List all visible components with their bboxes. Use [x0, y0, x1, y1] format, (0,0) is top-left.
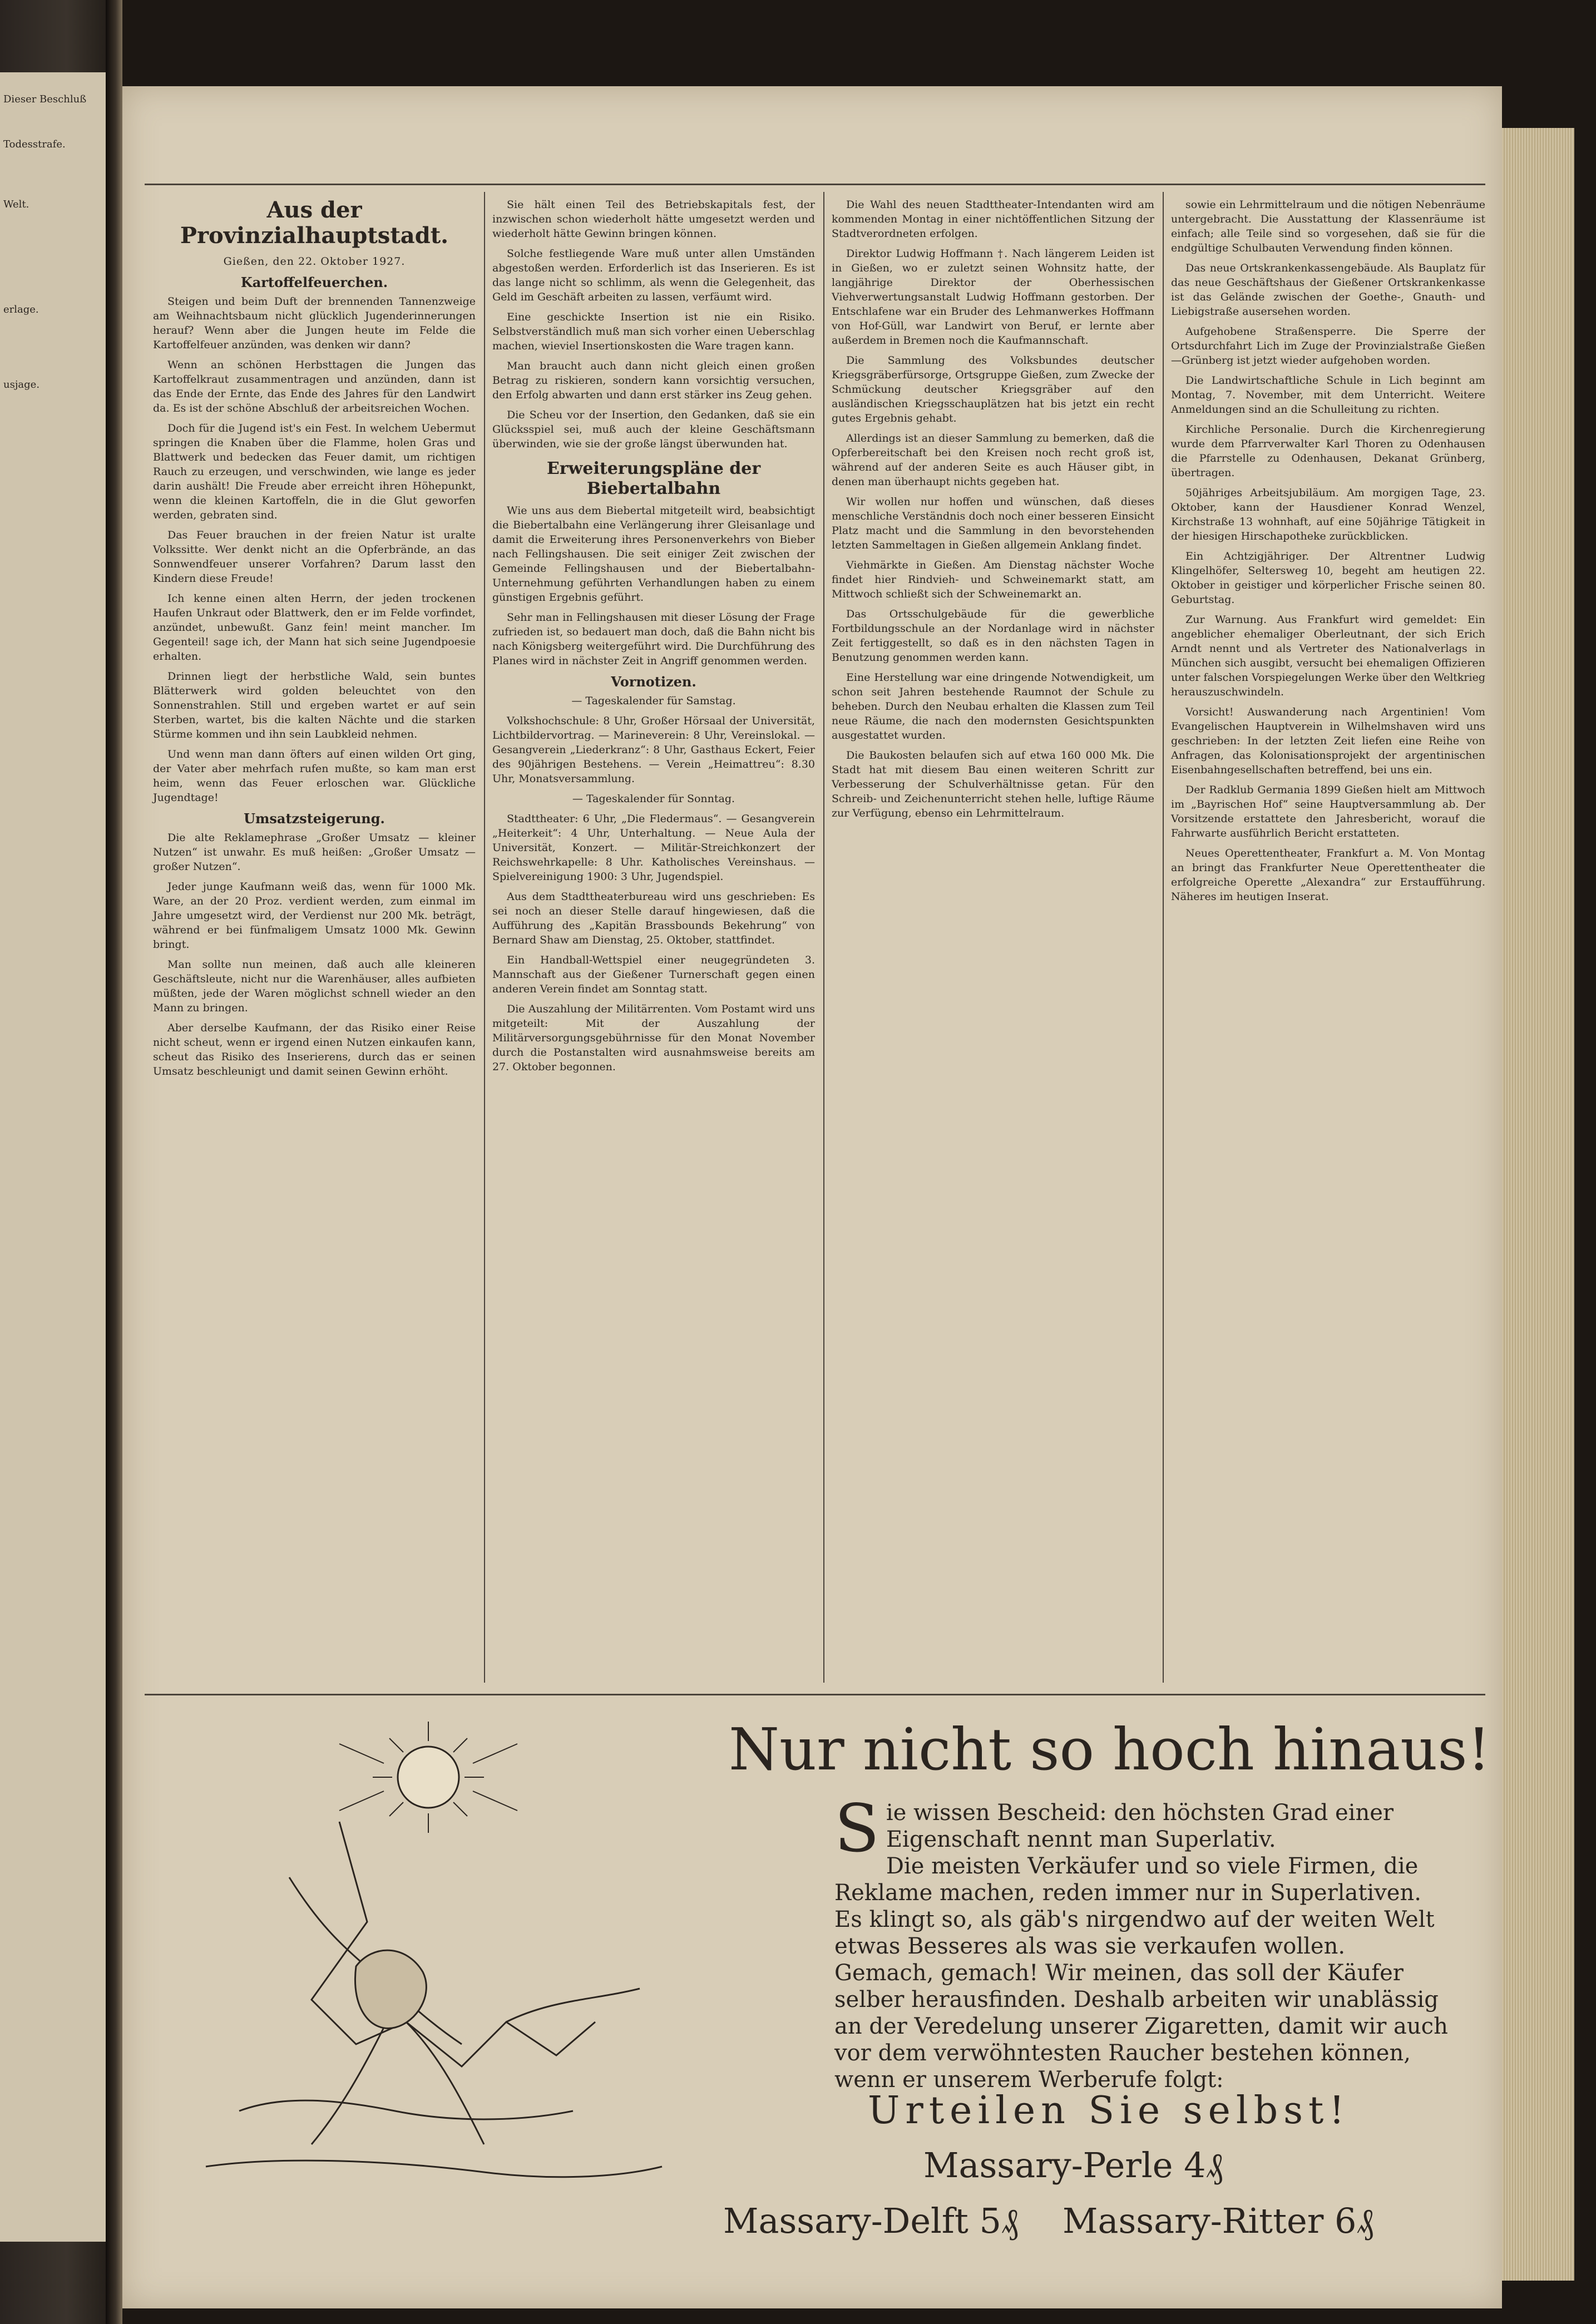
column-divider: [823, 192, 824, 1683]
article-paragraph: Allerdings ist an dieser Sammlung zu bemerken, daß die Opferbereitschaft bei den Kreisen noch recht groß ist, während auf der anderen Seite es auch Häuser gibt, in denen man überhaupt nichts gegeben hat.: [832, 432, 1154, 488]
left-page-fragment: [0, 72, 106, 2242]
ad-line: Eigenschaft nennt man Superlativ.: [886, 1827, 1276, 1852]
ad-line: Es klingt so, als gäb's nirgendwo auf der weiten Welt: [834, 1907, 1435, 1932]
ad-product-delft: Massary-Delft 5₰: [723, 2201, 1019, 2241]
article-paragraph: Stadttheater: 6 Uhr, „Die Fledermaus“. — Gesangverein „Heiterkeit“: 4 Uhr, Unterhaltung. — Neue Aula der Universität, Konzert. — Militär-Streichkonzert der Reichswehrkapelle: 8 Uhr. Katholisches Vereinshaus. — Spielvereinigung 1900: 3 Uhr, Jugendspiel.: [492, 813, 815, 883]
article-paragraph: Die Baukosten belaufen sich auf etwa 160 000 Mk. Die Stadt hat mit diesem Bau einen weiteren Schritt zur Verbesserung der Schulverhältnisse getan. Für den Schreib- und Zeichenunterricht stehen helle, luftige Räume zur Verfügung, ebenso ein Lehrmittelraum.: [832, 749, 1154, 819]
article-paragraph: Steigen und beim Duft der brennenden Tannenzweige am Weihnachtsbaum nicht glücklich Jugenderinnerungen herauf? Wenn aber die Jungen heute im Felde die Kartoffelfeuer anzünden, was denken wir dann?: [153, 295, 476, 351]
column-1: [153, 197, 476, 1084]
article-paragraph: Das Feuer brauchen in der freien Natur ist uralte Volkssitte. Wer denkt nicht an die Opferbrände, an das Sonnwendfeuer unserer Vorfahren? Darum lasst den Kindern diese Freude!: [153, 529, 476, 585]
column-2: [492, 197, 815, 1080]
column-divider: [1163, 192, 1164, 1683]
ad-line: etwas Besseres als was sie verkaufen wollen.: [834, 1934, 1346, 1959]
article-paragraph: Man braucht auch dann nicht gleich einen großen Betrag zu riskieren, sondern kann vorsichtig versuchen, den Erfolg abwarten und dann erst stärker ins Zeug gehen.: [492, 360, 815, 401]
article-paragraph: Volkshochschule: 8 Uhr, Großer Hörsaal der Universität, Lichtbildervortrag. — Marineverein: 8 Uhr, Vereinslokal. — Gesangverein „Liederkranz“: 8 Uhr, Gasthaus Eckert, Feier des 90jährigen Bestehens. — Verein „Heimattreu“: 8.30 Uhr, Monatsversammlung.: [492, 715, 815, 785]
ad-dropcap: S: [834, 1790, 879, 1867]
ad-call-to-action: Urteilen Sie selbst!: [868, 2089, 1350, 2133]
column-divider: [484, 192, 485, 1683]
article-paragraph: Das Ortsschulgebäude für die gewerbliche Fortbildungsschule an der Nordanlage wird in nächster Zeit fertiggestellt, so daß es in den nächsten Tagen in Benutzung genommen werden kann.: [832, 608, 1154, 664]
article-paragraph: Vorsicht! Auswanderung nach Argentinien! Vom Evangelischen Hauptverein in Wilhelmshaven wird uns geschrieben: In der letzten Zeit liefen eine Reihe von Anfragen, das Kolonisationsprojekt der argentinischen Eisenbahngesellschaften betreffend, bei uns ein.: [1171, 706, 1485, 776]
article-paragraph: Doch für die Jugend ist's ein Fest. In welchem Uebermut springen die Knaben über die Flamme, holen Gras und Blattwerk und bedecken das Feuer damit, um richtigen Rauch zu erzeugen, und verschwinden, wie lange es jeder darin aushält! Die Freude aber erreicht ihren Höhepunkt, wenn die kleinen Kartoffeln, die in die Glut geworfen werden, gebraten sind.: [153, 422, 476, 521]
article-paragraph: Drinnen liegt der herbstliche Wald, sein buntes Blätterwerk wird golden beleuchtet von den Sonnenstrahlen. Still und ergeben wartet er auf sein Sterben, wartet, bis die kalten Nächte und die starken Stürme kommen und ihn sein Laubkleid nehmen.: [153, 670, 476, 740]
article-paragraph: Sehr man in Fellingshausen mit dieser Lösung der Frage zufrieden ist, so bedauert man doch, daß die Bahn nicht bis nach Königsberg weitergeführt wird. Die Durchführung des Planes wird in nächster Zeit in Angriff genommen werden.: [492, 611, 815, 667]
sun-icarus-illustration: [172, 1710, 684, 2211]
article-paragraph: Der Radklub Germania 1899 Gießen hielt am Mittwoch im „Bayrischen Hof“ seine Hauptversammlung ab. Der Vorsitzende erstattete den Jahresbericht, worauf die Fahrwarte ausführlich Bericht erstatteten.: [1171, 784, 1485, 839]
page-edges: [1502, 128, 1574, 2281]
ad-line: ie wissen Bescheid: den höchsten Grad einer: [886, 1800, 1394, 1826]
article-paragraph: 50jähriges Arbeitsjubiläum. Am morgigen Tage, 23. Oktober, kann der Hausdiener Konrad Wenzel, Kirchstraße 13 wohnhaft, auf eine 50jährige Tätigkeit in der hiesigen Hirschapotheke zurückblicken.: [1171, 487, 1485, 542]
article-paragraph: Kirchliche Personalie. Durch die Kirchenregierung wurde dem Pfarrverwalter Karl Thoren zu Odenhausen die Pfarrstelle zu Odenhausen, Dekanat Grünberg, übertragen.: [1171, 423, 1485, 479]
ad-product-ritter: Massary-Ritter 6₰: [1063, 2201, 1374, 2241]
column-4: [1171, 197, 1485, 909]
heading-umsatzsteigerung: Umsatzsteigerung.: [244, 810, 385, 827]
newspaper-page: [122, 86, 1502, 2308]
top-rule: [145, 184, 1485, 185]
ad-line: Reklame machen, reden immer nur in Superlativen.: [834, 1880, 1421, 1906]
article-paragraph: Und wenn man dann öfters auf einen wilden Ort ging, der Vater aber mehrfach rufen mußte, so kam man erst heim, wenn das Feuer erloschen war. Glückliche Jugendtage!: [153, 748, 476, 804]
article-paragraph: Neues Operettentheater, Frankfurt a. M. Von Montag an bringt das Frankfurter Neue Operettentheater die erfolgreiche Operette „Alexandra“ zur Erstaufführung. Näheres im heutigen Inserat.: [1171, 847, 1485, 903]
article-paragraph: Wir wollen nur hoffen und wünschen, daß dieses menschliche Verständnis doch noch einer besseren Einsicht Platz macht und die Sammlung in den bevorstehenden letzten Sammeltagen in Gießen allgemein Anklang findet.: [832, 496, 1154, 551]
article-paragraph: Die alte Reklamephrase „Großer Umsatz — kleiner Nutzen“ ist unwahr. Es muß heißen: „Großer Umsatz — großer Nutzen“.: [153, 832, 476, 873]
heading-biebertalbahn: Erweiterungspläne der Biebertalbahn: [546, 459, 761, 498]
article-paragraph: sowie ein Lehrmittelraum und die nötigen Nebenräume untergebracht. Die Ausstattung der Klassenräume ist einfach; alle Teile sind so vorgesehen, daß sie für die endgültige Schulbauten Verwendung finden können.: [1171, 199, 1485, 254]
column-3: [832, 197, 1154, 826]
ad-product-perle: Massary-Perle 4₰: [923, 2145, 1223, 2185]
article-paragraph: Wenn an schönen Herbsttagen die Jungen das Kartoffelkraut zusammentragen und anzünden, dann ist das Ende der Ernte, das Ende des Jahres für den Landwirt da. Es ist der schöne Abschluß der arbeitsreichen Wochen.: [153, 359, 476, 414]
ad-line: Die meisten Verkäufer und so viele Firmen, die: [886, 1853, 1419, 1879]
heading-vornotizen: Vornotizen.: [611, 674, 696, 690]
article-paragraph: Eine geschickte Insertion ist nie ein Risiko. Selbstverständlich muß man sich vorher einen Ueberschlag machen, wieviel Insertionskosten die Ware tragen kann.: [492, 311, 815, 352]
article-paragraph: Solche festliegende Ware muß unter allen Umständen abgestoßen werden. Erforderlich ist das Inserieren. Es ist das lange nicht so schlimm, als wenn die Gelegenheit, das Geld im Geschäft arbeiten zu lassen, verfäumt wird.: [492, 248, 815, 303]
article-paragraph: Aus dem Stadttheaterbureau wird uns geschrieben: Es sei noch an dieser Stelle darauf hingewiesen, daß die Aufführung des „Kapitän Brassbounds Bekehrung“ von Bernard Shaw am Dienstag, 25. Oktober, stattfindet.: [492, 891, 815, 946]
article-paragraph: Viehmärkte in Gießen. Am Dienstag nächster Woche findet hier Rindvieh- und Schweinemarkt statt, am Mittwoch schließt sich der Schweinemarkt an.: [832, 559, 1154, 600]
article-paragraph: Die Landwirtschaftliche Schule in Lich beginnt am Montag, 7. November, mit dem Unterricht. Weitere Anmeldungen sind an die Schulleitung zu richten.: [1171, 374, 1485, 416]
ad-body-text: [834, 1790, 1491, 2093]
ad-line: selber herausfinden. Deshalb arbeiten wir unablässig: [834, 1987, 1439, 2013]
dateline: Gießen, den 22. Oktober 1927.: [223, 255, 406, 268]
article-paragraph: Die Wahl des neuen Stadttheater-Intendanten wird am kommenden Montag in einer nichtöffentlichen Sitzung der Stadtverordneten erfolgen.: [832, 199, 1154, 240]
subheading-tageskalender-samstag: — Tageskalender für Samstag.: [571, 695, 736, 707]
article-paragraph: Aber derselbe Kaufmann, der das Risiko einer Reise nicht scheut, wenn er irgend einen Nutzen einkaufen kann, scheut das Risiko des Inserierens, durch das er seinen Umsatz beschleunigt und damit seinen Gewinn erhöht.: [153, 1022, 476, 1077]
section-title: Aus der Provinzialhauptstadt.: [180, 197, 449, 249]
article-paragraph: Man sollte nun meinen, daß auch alle kleineren Geschäftsleute, nicht nur die Warenhäuser, alles aufbieten müßten, jede der Waren möglichst schnell wieder an den Mann zu bringen.: [153, 958, 476, 1014]
article-paragraph: Ich kenne einen alten Herrn, der jeden trockenen Haufen Unkraut oder Blattwerk, den er im Felde vorfindet, anzündet, unbewußt. Ganz fein! meint mancher. Im Gegenteil! sage ich, der Mann hat sich seine Jugendpoesie erhalten.: [153, 592, 476, 662]
article-paragraph: Aufgehobene Straßensperre. Die Sperre der Ortsdurchfahrt Lich im Zuge der Provinzialstraße Gießen—Grünberg ist jetzt wieder aufgehoben worden.: [1171, 325, 1485, 367]
heading-kartoffelfeuerchen: Kartoffelfeuerchen.: [240, 274, 388, 290]
article-paragraph: Jeder junge Kaufmann weiß das, wenn für 1000 Mk. Ware, an der 20 Proz. verdient werden, zum einmal im Jahre umgesetzt wird, der Verdienst nur 200 Mk. beträgt, während er bei fünfmaligem Umsatz 1000 Mk. Gewinn bringt.: [153, 881, 476, 951]
article-paragraph: Das neue Ortskrankenkassengebäude. Als Bauplatz für das neue Geschäftshaus der Gießener Ortskrankenkasse ist das Gelände zwischen der Goethe-, Gnauth- und Liebigstraße ausersehen worden.: [1171, 262, 1485, 318]
subheading-tageskalender-sonntag: — Tageskalender für Sonntag.: [572, 793, 735, 805]
page-gutter: [106, 0, 122, 2324]
article-paragraph: Direktor Ludwig Hoffmann †. Nach längerem Leiden ist in Gießen, wo er zuletzt seinen Wohnsitz hatte, der langjährige Direktor der Oberhessischen Viehverwertungsanstalt Ludwig Hoffmann gestorben. Der Entschlafene war ein Bruder des Lehmanwerkes Hoffmann von Hof-Güll, war Landwirt von Beruf, er lernte aber außerdem in Bremen noch die Kaufmannschaft.: [832, 248, 1154, 347]
ad-line: vor dem verwöhntesten Raucher bestehen können,: [834, 2040, 1411, 2066]
ad-line: Gemach, gemach! Wir meinen, das soll der Käufer: [834, 1960, 1404, 1986]
article-paragraph: Die Auszahlung der Militärrenten. Vom Postamt wird uns mitgeteilt: Mit der Auszahlung der Militärversorgungsgebührnisse für den Monat November durch die Postanstalten wird ausnahmsweise bereits am 27. Oktober begonnen.: [492, 1003, 815, 1073]
article-paragraph: Die Scheu vor der Insertion, den Gedanken, daß sie ein Glücksspiel sei, muß auch der kleine Geschäftsmann überwinden, wie sie der große längst überwunden hat.: [492, 409, 815, 450]
article-paragraph: Sie hält einen Teil des Betriebskapitals fest, der inzwischen schon wiederholt hätte umgesetzt werden und wiederholt hätte Gewinn bringen können.: [492, 199, 815, 240]
ad-line: wenn er unserem Werberufe folgt:: [834, 2067, 1224, 2093]
left-page-text: Dieser Beschluß Todesstrafe. Welt. erlage. usjage.: [3, 93, 87, 390]
ad-headline: Nur nicht so hoch hinaus!: [729, 1715, 1491, 1783]
article-paragraph: Wie uns aus dem Biebertal mitgeteilt wird, beabsichtigt die Biebertalbahn eine Verlängerung ihrer Gleisanlage und damit die Erweiterung ihres Personenverkehrs von Bieber nach Fellingshausen. Die seit einiger Zeit zwischen der Gemeinde Fellingshausen und der Biebertalbahn-Unternehmung geführten Verhandlungen haben zu einem günstigen Ergebnis geführt.: [492, 505, 815, 604]
article-paragraph: Eine Herstellung war eine dringende Notwendigkeit, um schon seit Jahren bestehende Raumnot der Schule zu beheben. Durch den Neubau erhalten die Klassen zum Teil neue Räume, die nach den modernsten Gesichtspunkten ausgestattet wurden.: [832, 671, 1154, 741]
article-paragraph: Ein Handball-Wettspiel einer neugegründeten 3. Mannschaft aus der Gießener Turnerschaft gegen einen anderen Verein findet am Sonntag statt.: [492, 954, 815, 995]
article-paragraph: Die Sammlung des Volksbundes deutscher Kriegsgräberfürsorge, Ortsgruppe Gießen, zum Zwecke der Schmückung deutscher Kriegsgräber auf den ausländischen Kriegsschauplätzen hat bis jetzt ein recht gutes Ergebnis gehabt.: [832, 354, 1154, 424]
ad-line: an der Veredelung unserer Zigaretten, damit wir auch: [834, 2014, 1448, 2039]
article-paragraph: Ein Achtzigjähriger. Der Altrentner Ludwig Klingelhöfer, Seltersweg 10, begeht am heutigen 22. Oktober in geistiger und körperlicher Frische seinen 80. Geburtstag.: [1171, 550, 1485, 606]
article-paragraph: Zur Warnung. Aus Frankfurt wird gemeldet: Ein angeblicher ehemaliger Oberleutnant, der sich Erich Arndt nennt und als Vertreter des Nationalverlags in München sich ausgibt, versucht bei ehemaligen Offizieren unter falschen Vorspiegelungen Werke über den Weltkrieg herauszuschwindeln.: [1171, 614, 1485, 698]
